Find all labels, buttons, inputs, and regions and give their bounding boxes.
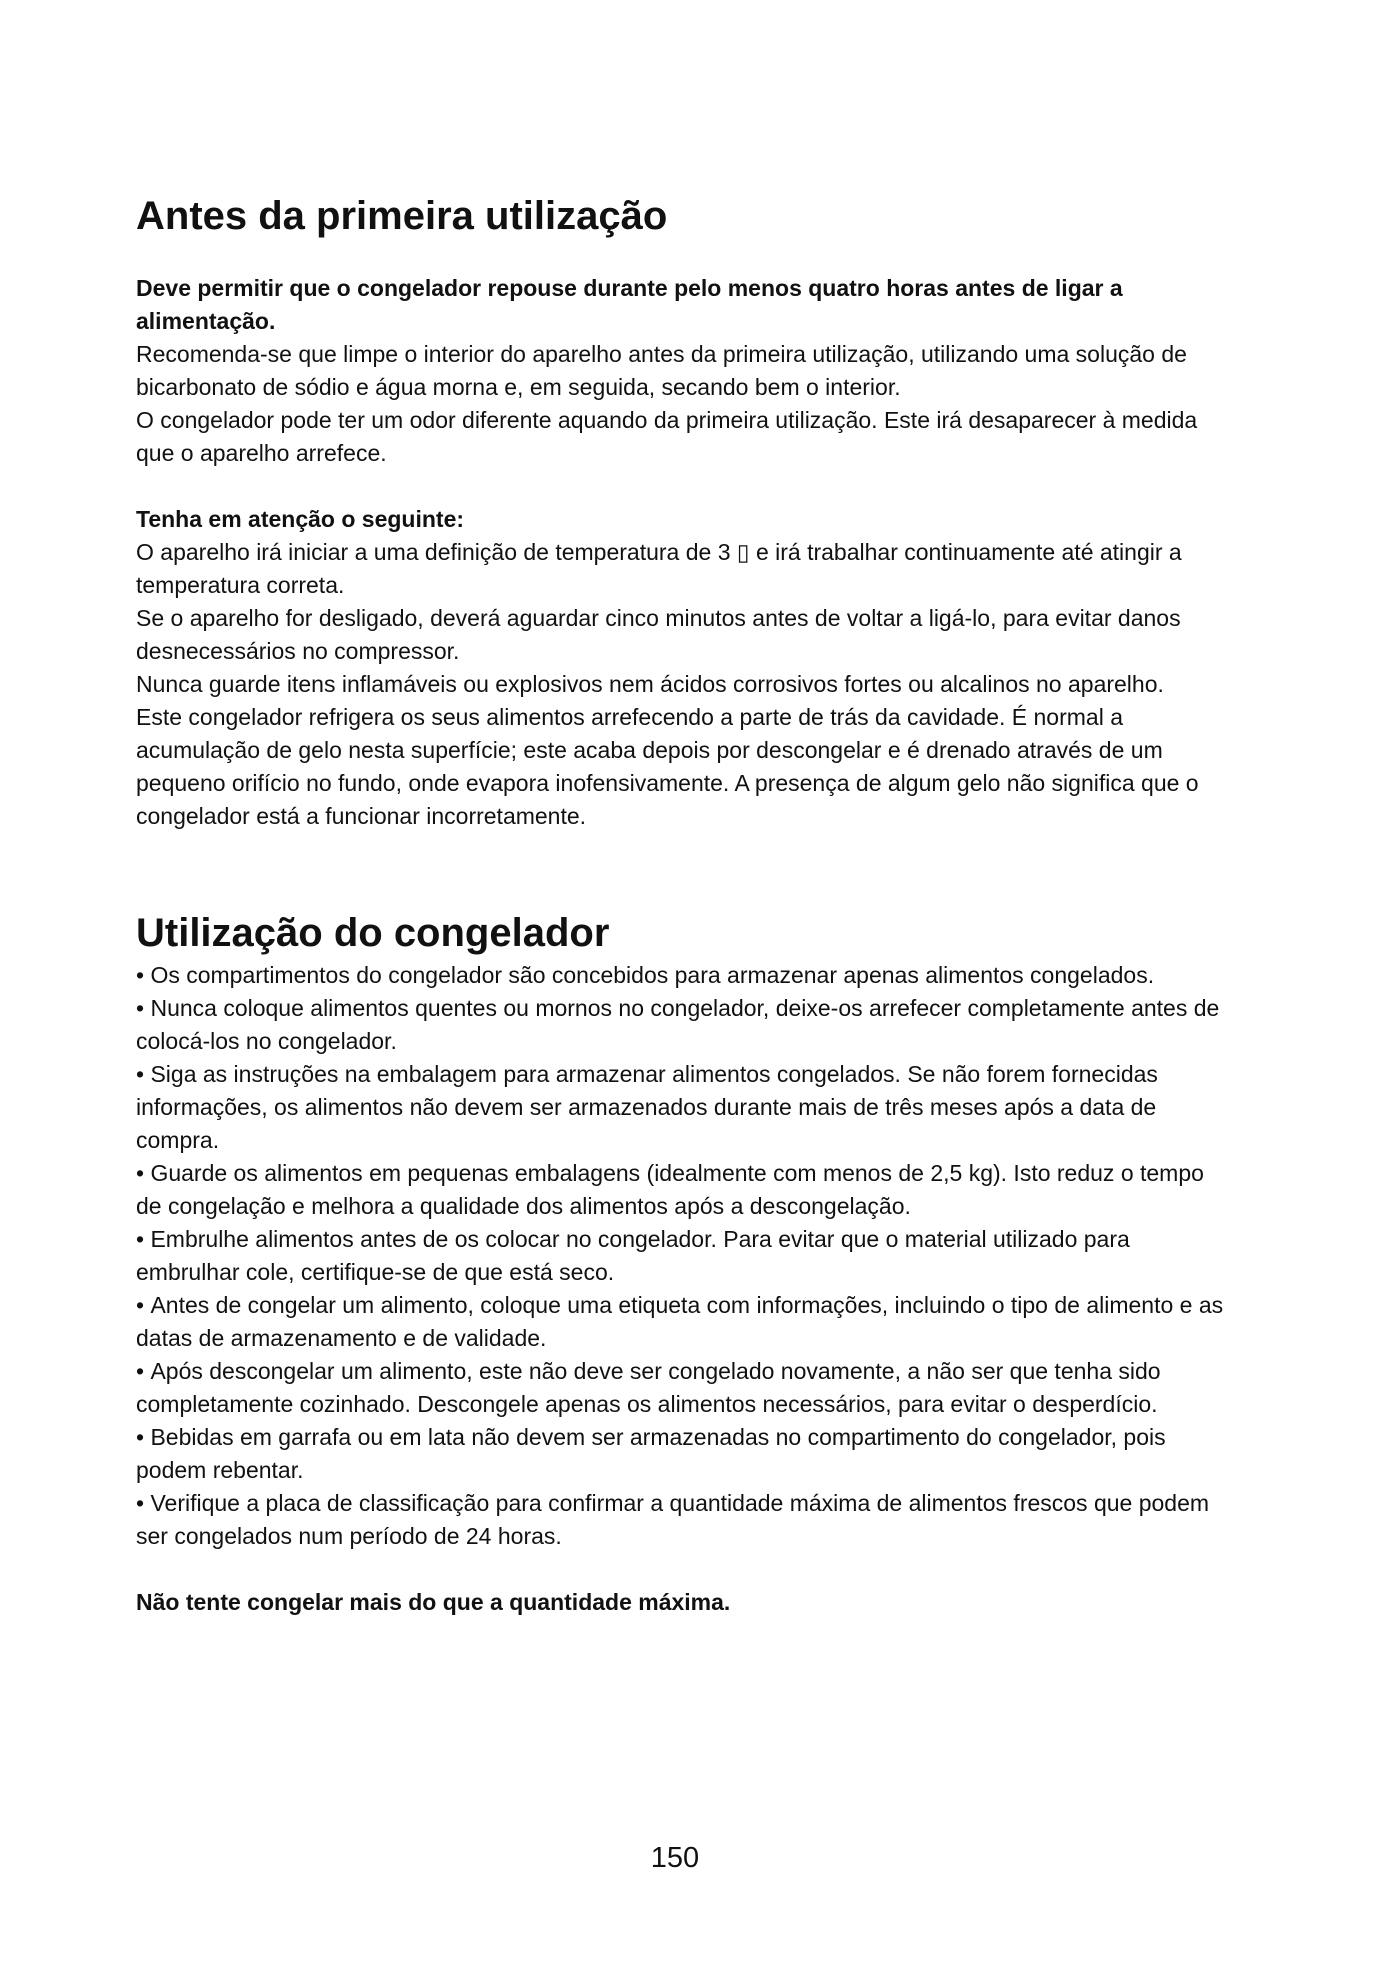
bullet-item: • Guarde os alimentos em pequenas embalagens (idealmente com menos de 2,5 kg). Isto reduz o tempo de congelação e melhora a qualidade dos alimentos após a descongelação. [136, 1157, 1226, 1223]
note-heading: Tenha em atenção o seguinte: [136, 506, 465, 532]
bullet-item: • Antes de congelar um alimento, coloque uma etiqueta com informações, incluindo o tipo de alimento e as datas de armazenamento e de validade. [136, 1289, 1226, 1355]
max-quantity-warning: Não tente congelar mais do que a quantidade máxima. [136, 1589, 731, 1615]
note-paragraph: Nunca guarde itens inflamáveis ou explosivos nem ácidos corrosivos fortes ou alcalinos no aparelho. [136, 671, 1164, 697]
cleaning-paragraph: Recomenda-se que limpe o interior do aparelho antes da primeira utilização, utilizando uma solução de bicarbonato de sódio e água morna e, em seguida, secando bem o interior. [136, 341, 1187, 400]
section-title-freezer-use: Utilização do congelador [136, 911, 610, 955]
bullet-item: • Nunca coloque alimentos quentes ou mornos no congelador, deixe-os arrefecer completamente antes de colocá-los no congelador. [136, 992, 1226, 1058]
bullet-item: • Verifique a placa de classificação para confirmar a quantidade máxima de alimentos frescos que podem ser congelados num período de 24 horas. [136, 1487, 1226, 1553]
bullet-item: • Embrulhe alimentos antes de os colocar no congelador. Para evitar que o material utilizado para embrulhar cole, certifique-se de que está seco. [136, 1223, 1226, 1289]
intro-warning: Deve permitir que o congelador repouse durante pelo menos quatro horas antes de ligar a alimentação. [136, 275, 1123, 334]
odor-paragraph: O congelador pode ter um odor diferente aquando da primeira utilização. Este irá desaparecer à medida que o aparelho arrefece. [136, 407, 1198, 466]
bullet-item: • Os compartimentos do congelador são concebidos para armazenar apenas alimentos congelados. [136, 959, 1226, 992]
page-number: 150 [650, 1842, 700, 1874]
spacer [136, 1553, 1226, 1586]
note-paragraph: Este congelador refrigera os seus alimentos arrefecendo a parte de trás da cavidade. É normal a acumulação de gelo nesta superfície; este acaba depois por descongelar e é drenado através de um pequeno orifício no fundo, onde evapora inofensivamente. A presença de algum gelo não significa que o congelador está a funcionar incorretamente. [136, 704, 1199, 829]
document-page [136, 190, 1226, 1619]
note-paragraph: O aparelho irá iniciar a uma definição de temperatura de 3 ▯ e irá trabalhar continuamente até atingir a temperatura correta. [136, 539, 1182, 598]
note-paragraph: Se o aparelho for desligado, deverá aguardar cinco minutos antes de voltar a ligá-lo, para evitar danos desnecessários no compressor. [136, 605, 1181, 664]
bullet-item: • Bebidas em garrafa ou em lata não devem ser armazenadas no compartimento do congelador, pois podem rebentar. [136, 1421, 1226, 1487]
bullet-item: • Siga as instruções na embalagem para armazenar alimentos congelados. Se não forem fornecidas informações, os alimentos não devem ser armazenados durante mais de três meses após a data de compra. [136, 1058, 1226, 1157]
bullet-item: • Após descongelar um alimento, este não deve ser congelado novamente, a não ser que tenha sido completamente cozinhado. Descongele apenas os alimentos necessários, para evitar o desperdício. [136, 1355, 1226, 1421]
section-title-before-first-use: Antes da primeira utilização [136, 194, 668, 238]
spacer [136, 470, 1226, 503]
